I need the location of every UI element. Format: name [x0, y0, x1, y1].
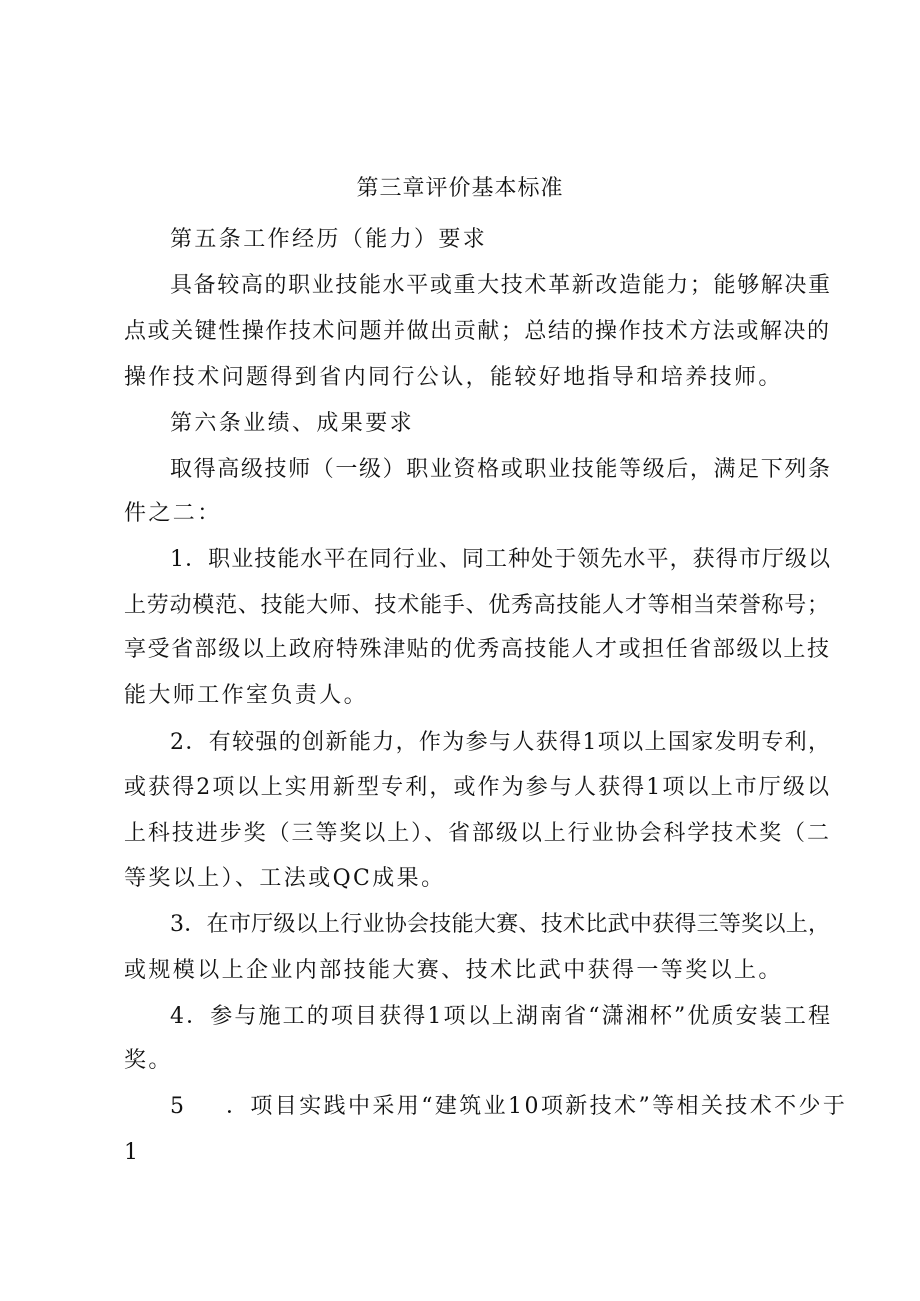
- item-5-line: ．项目实践中采用“建筑业10项新技术”等相关技术不少于: [226, 1094, 848, 1119]
- article-5-line: 点或关键性操作技术问题并做出贡献；总结的操作技术方法或解决的: [124, 319, 829, 344]
- article-5-line: 具备较高的职业技能水平或重大技术革新改造能力；能够解决重: [170, 273, 830, 298]
- item-1-line: 上劳动模范、技能大师、技术能手、优秀高技能人才等相当荣誉称号；: [124, 593, 829, 618]
- article-6-intro-line: 取得高级技师（一级）职业资格或职业技能等级后，满足下列条: [170, 457, 830, 482]
- item-5-number: 5: [170, 1094, 187, 1119]
- article-6-intro-line: 件之二：: [124, 501, 222, 526]
- item-5-continuation: 1: [124, 1140, 141, 1165]
- item-4-line: 奖。: [124, 1048, 173, 1073]
- item-2-line: 2．有较强的创新能力，作为参与人获得1项以上国家发明专利，: [170, 730, 830, 755]
- chapter-title: 第三章评价基本标准: [356, 176, 564, 201]
- article-6-heading: 第六条业绩、成果要求: [170, 411, 415, 436]
- item-2-line: 上科技进步奖（三等奖以上）、省部级以上行业协会科学技术奖（二: [124, 821, 829, 846]
- item-1-line: 能大师工作室负责人。: [124, 683, 369, 708]
- article-5-line: 操作技术问题得到省内同行公认，能较好地指导和培养技师。: [124, 365, 783, 390]
- item-2-line: 或获得2项以上实用新型专利，或作为参与人获得1项以上市厅级以: [124, 775, 829, 800]
- article-5-heading: 第五条工作经历（能力）要求: [170, 227, 488, 252]
- item-1-line: 享受省部级以上政府特殊津贴的优秀高技能人才或担任省部级以上技: [124, 637, 829, 662]
- item-3-line: 3．在市厅级以上行业协会技能大赛、技术比武中获得三等奖以上，: [170, 912, 830, 937]
- item-4-line: 4．参与施工的项目获得1项以上湖南省“潇湘杯”优质安装工程: [170, 1004, 830, 1029]
- item-3-line: 或规模以上企业内部技能大赛、技术比武中获得一等奖以上。: [124, 958, 783, 983]
- item-1-line: 1．职业技能水平在同行业、同工种处于领先水平，获得市厅级以: [170, 547, 830, 572]
- item-2-line: 等奖以上）、工法或QC成果。: [124, 866, 446, 891]
